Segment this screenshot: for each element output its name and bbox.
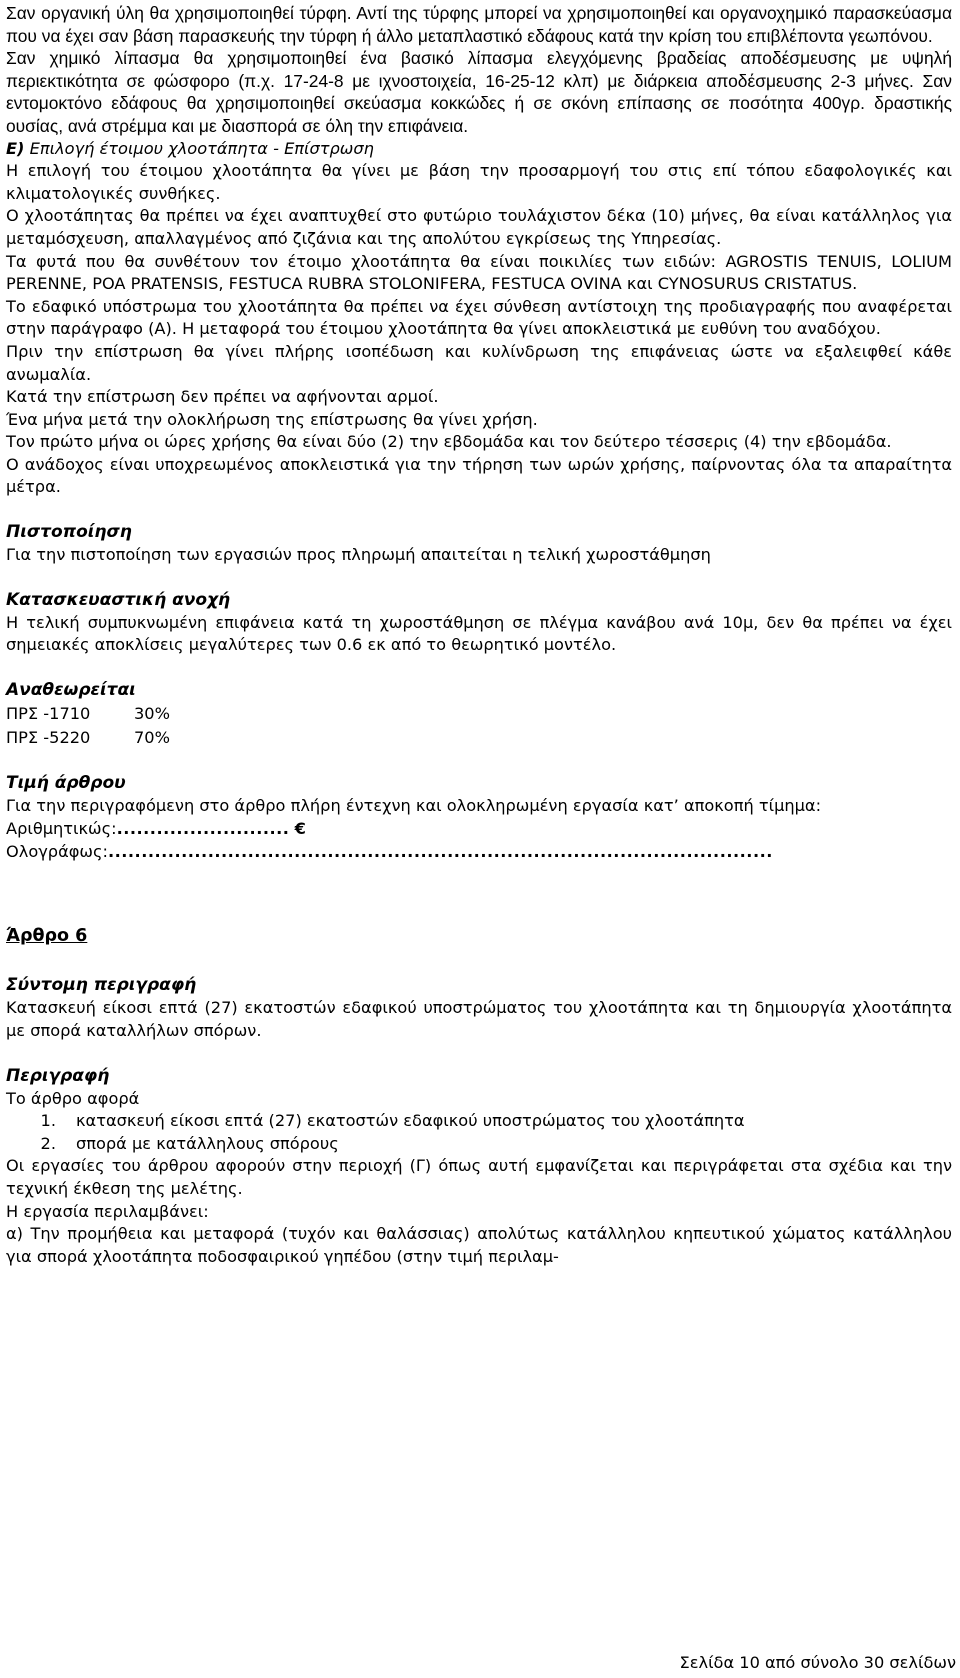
section-e-paragraph: Τον πρώτο μήνα οι ώρες χρήσης θα είναι δύο (2) την εβδομάδα και τον δεύτερο τέσσερις (4) την εβδομάδα.	[6, 432, 892, 452]
section-e-paragraph: Ένα μήνα μετά την ολοκλήρωση της επίστρωσης θα γίνει χρήση.	[6, 409, 538, 429]
list-text: σπορά με κατάλληλους σπόρους	[76, 1133, 339, 1153]
short-description-text: Κατασκευή είκοσι επτά (27) εκατοστών εδαφικού υποστρώματος του χλοοτάπητα και τη δημιουργία χλοοτάπητα με σπορά καταλλήλων σπόρων.	[6, 998, 952, 1041]
document-page	[6, 2, 952, 1268]
list-item	[6, 1133, 952, 1156]
spacer	[6, 567, 952, 589]
spacer	[6, 657, 952, 679]
revision-code: ΠΡΣ -5220	[6, 727, 91, 747]
revision-title: Αναθεωρείται	[6, 679, 136, 700]
certification-title: Πιστοποίηση	[6, 522, 132, 543]
revision-percent: 70%	[134, 727, 170, 747]
description-list	[6, 1110, 952, 1155]
description-paragraph: Οι εργασίες του άρθρου αφορούν στην περιοχή (Γ) όπως αυτή εμφανίζεται και περιγράφεται στα σχέδια και την τεχνική έκθεση της μελέτης.	[6, 1156, 952, 1198]
section-e-letter: Ε)	[6, 138, 25, 158]
description-title: Περιγραφή	[6, 1065, 110, 1086]
price-title: Τιμή άρθρου	[6, 772, 126, 793]
spacer	[6, 1043, 952, 1065]
revision-row	[6, 726, 952, 750]
spacer	[6, 948, 952, 974]
paragraph-organic-matter: Σαν οργανική ύλη θα χρησιμοποιηθεί τύρφη. Αντί της τύρφης μπορεί να χρησιμοποιηθεί και οργανοχημικό παρασκεύασμα που να έχει σαν βάση παρασκευής την τύρφη ή άλλο μεταπλαστικό εδάφους κατά την κρίση του επιβλέποντα γεωπόνου.	[6, 3, 952, 46]
tolerance-title: Κατασκευαστική ανοχή	[6, 589, 231, 610]
section-e-paragraph: Κατά την επίστρωση δεν πρέπει να αφήνονται αρμοί.	[6, 387, 439, 407]
list-text: κατασκευή είκοσι επτά (27) εκατοστών εδαφικού υποστρώματος του χλοοτάπητα	[76, 1111, 745, 1131]
section-e-paragraph: Ο ανάδοχος είναι υποχρεωμένος αποκλειστικά για την τήρηση των ωρών χρήσης, παίρνοντας όλα τα απαραίτητα μέτρα.	[6, 454, 952, 497]
euro-sign: €	[294, 819, 306, 839]
price-words-row	[6, 840, 952, 863]
section-e-paragraph: Η επιλογή του έτοιμου χλοοτάπητα θα γίνει με βάση την προσαρμογή του στις επί τόπου εδαφολογικές και κλιματολογικές συνθήκες.	[6, 161, 952, 203]
price-numeric-dots: ..........................	[116, 819, 290, 839]
section-e-paragraph: Το εδαφικό υπόστρωμα του χλοοτάπητα θα πρέπει να έχει σύνθεση αντίστοιχη της προδιαγραφής που αναφέρεται στην παράγραφο (Α). Η μεταφορά του έτοιμου χλοοτάπητα θα γίνει αποκλειστικά με ευθύνη του αναδόχου.	[6, 296, 952, 339]
section-e-heading	[6, 138, 952, 161]
description-intro: Το άρθρο αφορά	[6, 1088, 140, 1108]
revision-percent: 30%	[134, 703, 170, 723]
price-numeric-label: Αριθμητικώς:	[6, 819, 117, 839]
paragraph-fertilizer: Σαν χημικό λίπασμα θα χρησιμοποιηθεί ένα βασικό λίπασμα ελεγχόμενης βραδείας αποδέσμευσης με υψηλή περιεκτικότητα σε φώσφορο (π.χ. 17-24-8 με ιχνοστοιχεία, 16-25-12 κλπ) με διάρκεια αποδέσμευσης 2-3 μήνες. Σαν εντομοκτόνο εδάφους θα χρησιμοποιηθεί σκεύασμα κοκκώδες ή σε σκόνη επίπασης σε ποσότητα 400γρ. δραστικής ουσίας, ανά στρέμμα και με διασπορά σε όλη την επιφάνεια.	[6, 48, 952, 136]
list-number: 1.	[40, 1111, 56, 1131]
section-e-paragraph: Πριν την επίστρωση θα γίνει πλήρης ισοπέδωση και κυλίνδρωση της επιφάνειας ώστε να εξαλειφθεί κάθε ανωμαλία.	[6, 341, 952, 384]
list-item	[6, 1110, 952, 1133]
article-title: Άρθρο 6	[6, 926, 88, 947]
spacer	[6, 499, 952, 521]
page-footer: Σελίδα 10 από σύνολο 30 σελίδων	[679, 1653, 956, 1672]
list-number: 2.	[40, 1133, 56, 1153]
description-paragraph: α) Την προμήθεια και μεταφορά (τυχόν και θαλάσσιας) απολύτως κατάλληλου κηπευτικού χώματος κατάλληλου για σπορά χλοοτάπητα ποδοσφαιρικού γηπέδου (στην τιμή περιλαμ-	[6, 1224, 952, 1266]
spacer	[6, 863, 952, 925]
revision-code: ΠΡΣ -1710	[6, 703, 91, 723]
short-description-title: Σύντομη περιγραφή	[6, 975, 197, 996]
section-e-title: Επιλογή έτοιμου χλοοτάπητα - Επίστρωση	[29, 138, 374, 158]
description-paragraph: Η εργασία περιλαμβάνει:	[6, 1201, 209, 1221]
price-text: Για την περιγραφόμενη στο άρθρο πλήρη έντεχνη και ολοκληρωμένη εργασία κατ’ αποκοπή τίμημα:	[6, 795, 822, 815]
tolerance-text: Η τελική συμπυκνωμένη επιφάνεια κατά τη χωροστάθμηση σε πλέγμα κανάβου ανά 10μ, δεν θα πρέπει να έχει σημειακές αποκλίσεις μεγαλύτερες των 0.6 εκ από το θεωρητικό μοντέλο.	[6, 612, 952, 655]
section-e-paragraph: Τα φυτά που θα συνθέτουν τον έτοιμο χλοοτάπητα θα είναι ποικιλίες των ειδών: AGROSTIS TENUIS, LOLIUM PERENNE, POA PRATENSIS, FESTUCA RUBRA STOLONIFERA, FESTUCA OVINA και CYNOSURUS CRISTATUS.	[6, 251, 952, 294]
price-words-dots: ....................................................................................................	[107, 842, 773, 862]
spacer	[6, 750, 952, 772]
price-numeric-row	[6, 817, 952, 840]
section-e-paragraph: Ο χλοοτάπητας θα πρέπει να έχει αναπτυχθεί στο φυτώριο τουλάχιστον δέκα (10) μήνες, θα είναι κατάλληλος για μεταμόσχευση, απαλλαγμένος από ζιζάνια και της απολύτου εγκρίσεως της Υπηρεσίας.	[6, 206, 952, 248]
revision-row	[6, 702, 952, 726]
certification-text: Για την πιστοποίηση των εργασιών προς πληρωμή απαιτείται η τελική χωροστάθμηση	[6, 545, 711, 565]
price-words-label: Ολογράφως:	[6, 842, 108, 862]
